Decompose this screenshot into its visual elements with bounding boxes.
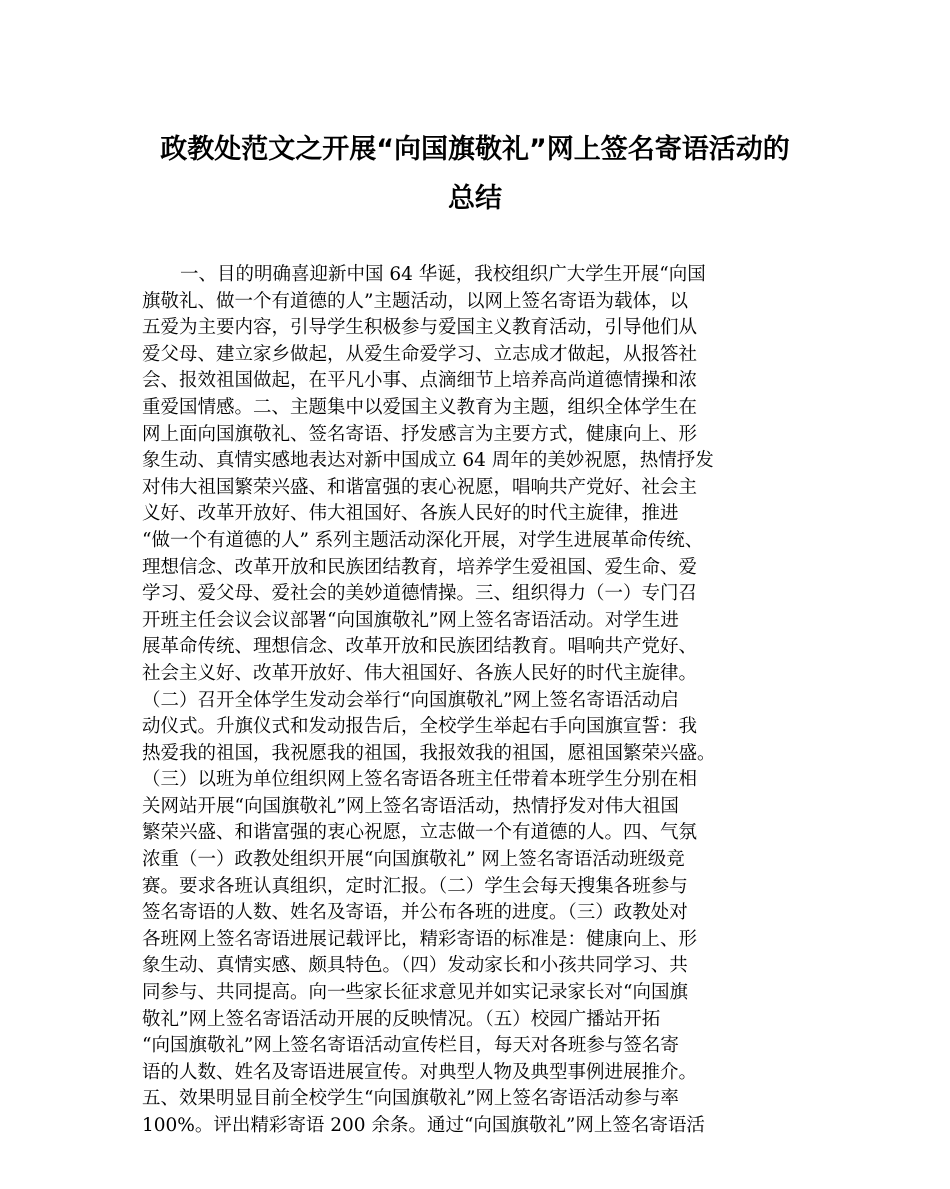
body-line: 对伟大祖国繁荣兴盛、和谐富强的衷心祝愿，唱响共产党好、社会主 (142, 476, 698, 498)
document-title-line-1: 政教处范文之开展“向国旗敬礼”网上签名寄语活动的 (160, 134, 790, 165)
body-line: 网上面向国旗敬礼、签名寄语、抒发感言为主要方式，健康向上、形 (142, 423, 698, 445)
body-line: “向国旗敬礼”网上签名寄语活动宣传栏目，每天对各班参与签名寄 (142, 1035, 679, 1057)
body-line: 社会主义好、改革开放好、伟大祖国好、各族人民好的时代主旋律。 (142, 662, 698, 684)
body-line: 100%。评出精彩寄语 200 余条。通过“向国旗敬礼”网上签名寄语活 (142, 1115, 705, 1136)
body-line: 同参与、共同提高。向一些家长征求意见并如实记录家长对“向国旗 (142, 982, 688, 1004)
body-line: 热爱我的祖国，我祝愿我的祖国，我报效我的祖国，愿祖国繁荣兴盛。 (142, 742, 716, 764)
body-line: 开班主任会议会议部署“向国旗敬礼”网上签名寄语活动。对学生进 (142, 609, 679, 631)
document-body (142, 262, 822, 1140)
body-line: 学习、爱父母、爱社会的美妙道德情操。三、组织得力（一）专门召 (142, 583, 698, 605)
document-title-line-2: 总结 (448, 183, 502, 214)
body-line: （三）以班为单位组织网上签名寄语各班主任带着本班学生分别在相 (142, 769, 698, 791)
body-line: 象生动、真情实感、颇具特色。（四）发动家长和小孩共同学习、共 (142, 955, 688, 977)
body-line: 重爱国情感。二、主题集中以爱国主义教育为主题，组织全体学生在 (142, 396, 698, 418)
body-line: 语的人数、姓名及寄语进展宣传。对典型人物及典型事例进展推介。 (142, 1061, 698, 1083)
body-line: 关网站开展“向国旗敬礼”网上签名寄语活动，热情抒发对伟大祖国 (142, 795, 679, 817)
body-line: 一、目的明确喜迎新中国 64 华诞，我校组织广大学生开展“向国 (180, 264, 706, 285)
body-line: 繁荣兴盛、和谐富强的衷心祝愿，立志做一个有道德的人。四、气氛 (142, 822, 698, 844)
body-line: 五爱为主要内容，引导学生积极参与爱国主义教育活动，引导他们从 (142, 317, 698, 339)
body-line: “做一个有道德的人” 系列主题活动深化开展，对学生进展革命传统、 (142, 529, 704, 551)
body-line: 浓重（一）政教处组织开展“向国旗敬礼” 网上签名寄语活动班级竞 (142, 849, 685, 871)
body-line: 理想信念、改革开放和民族团结教育，培养学生爱祖国、爱生命、爱 (142, 556, 698, 578)
body-line: 各班网上签名寄语进展记载评比，精彩寄语的标准是：健康向上、形 (142, 928, 698, 950)
body-line: 爱父母、建立家乡做起，从爱生命爱学习、立志成才做起，从报答社 (142, 343, 698, 365)
body-line: 签名寄语的人数、姓名及寄语，并公布各班的进度。（三）政教处对 (142, 902, 688, 924)
body-line: 会、报效祖国做起，在平凡小事、点滴细节上培养高尚道德情操和浓 (142, 370, 698, 392)
body-line: 展革命传统、理想信念、改革开放和民族团结教育。唱响共产党好、 (142, 636, 698, 658)
body-line: 动仪式。升旗仪式和发动报告后，全校学生举起右手向国旗宣誓：我 (142, 716, 698, 738)
body-line: 义好、改革开放好、伟大祖国好、各族人民好的时代主旋律，推进 (142, 503, 679, 525)
body-line: 赛。要求各班认真组织，定时汇报。（二）学生会每天搜集各班参与 (142, 875, 688, 897)
body-line: 五、效果明显目前全校学生“向国旗敬礼”网上签名寄语活动参与率 (142, 1088, 679, 1110)
body-line: 象生动、真情实感地表达对新中国成立 64 周年的美妙祝愿，热情抒发 (142, 450, 714, 472)
body-line: 敬礼”网上签名寄语活动开展的反映情况。（五）校园广播站开拓 (142, 1008, 661, 1030)
body-line: （二）召开全体学生发动会举行“向国旗敬礼”网上签名寄语活动启 (142, 689, 679, 711)
body-line: 旗敬礼、做一个有道德的人”主题活动，以网上签名寄语为载体，以 (142, 290, 688, 312)
